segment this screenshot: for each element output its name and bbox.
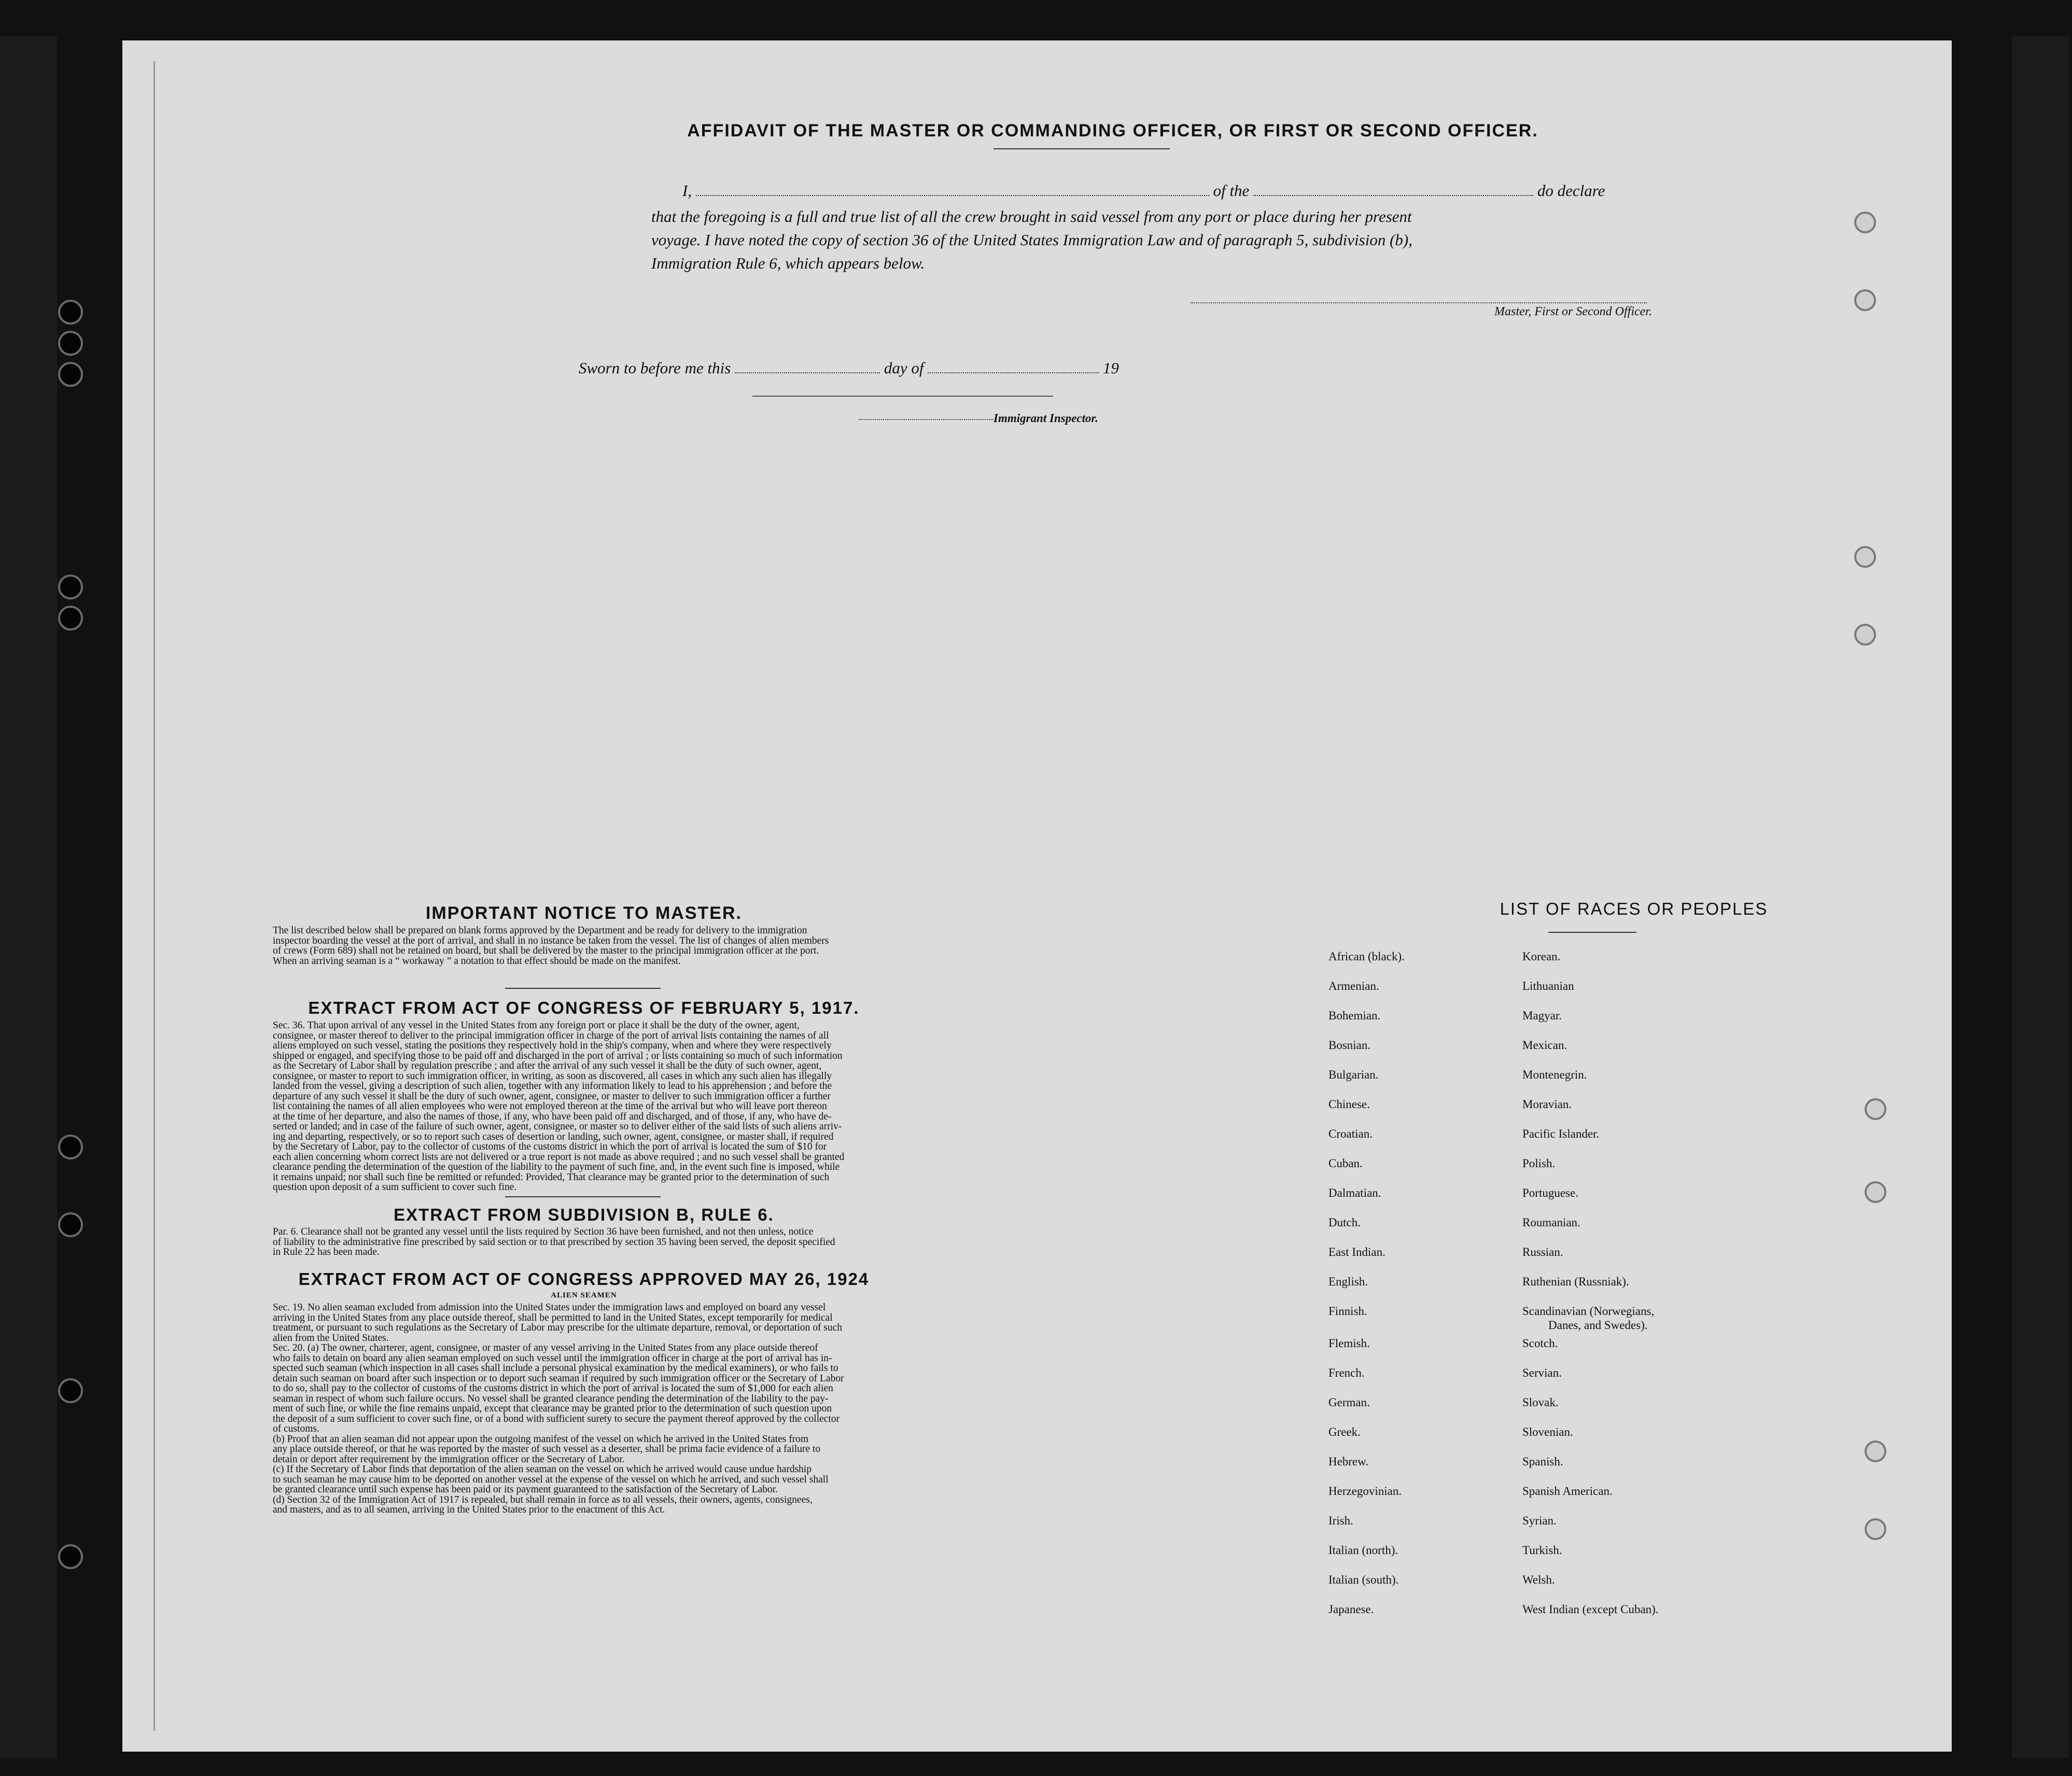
body-line: as the Secretary of Labor shall by regulation prescribe ; and after the arrival of any such vessel it shall be the duty of such owner, agent,: [273, 1060, 822, 1071]
inspector-label: Immigrant Inspector.: [993, 412, 1098, 425]
race-item: Armenian.: [1328, 980, 1379, 992]
binder-hole-icon: [58, 1544, 83, 1569]
punch-hole-icon: [1854, 289, 1876, 311]
body-line: arriving in the United States from any place outside thereof, shall be permitted to land in the United States, except temporarily for medical: [273, 1312, 833, 1323]
binder-hole-icon: [58, 1212, 83, 1237]
race-item: Italian (north).: [1328, 1544, 1398, 1557]
body-line: of customs.: [273, 1423, 319, 1434]
master-signature-field[interactable]: [1191, 302, 1647, 303]
body-line: seaman in respect of whom such failure occurs. No vessel shall be granted clearance pending the determination of the liability to the pay-: [273, 1393, 829, 1404]
vessel-label: of the: [1213, 181, 1250, 200]
race-item: Herzegovinian.: [1328, 1485, 1402, 1498]
race-item: Danes, and Swedes).: [1548, 1319, 1648, 1332]
race-item: Mexican.: [1522, 1039, 1567, 1052]
subdivision-body: [273, 1227, 942, 1257]
races-right-column: [1522, 950, 1792, 1632]
notice-line: When an arriving seaman is a “ workaway ” a notation to that effect should be made on the manifest.: [273, 955, 681, 967]
body-line: clearance pending the determination of the question of the liability to the payment of such fine, and, in the event such fine is imposed, while: [273, 1162, 840, 1172]
body-line: aliens employed on such vessel, stating the positions they respectively hold in the ship's company, when and where they were respectively: [273, 1040, 832, 1051]
punch-hole-icon: [1854, 546, 1876, 568]
binder-hole-icon: [58, 331, 83, 356]
body-line: ing and departing, respectively, or so to report such cases of desertion or landing, such owner, agent, consignee, or master shall, if required: [273, 1131, 834, 1142]
alien-seamen-subtitle: ALIEN SEAMEN: [551, 1291, 617, 1299]
race-item: Finnish.: [1328, 1305, 1367, 1318]
divider: [505, 988, 661, 989]
extract-1924-body: [273, 1303, 942, 1515]
body-line: treatment, or pursuant to such regulations as the Secretary of Labor may prescribe for the ultimate departure, removal, or deportation of such: [273, 1322, 843, 1333]
race-item: Scotch.: [1522, 1337, 1558, 1350]
binder-hole-icon: [58, 1135, 83, 1159]
body-line: by the Secretary of Labor, pay to the collector of customs of the customs district in which the port of arrival is located the sum of $10 for: [273, 1141, 827, 1152]
title-underline: [993, 148, 1170, 149]
extract-1924-title: EXTRACT FROM ACT OF CONGRESS APPROVED MAY 26, 1924: [298, 1269, 870, 1289]
race-item: Croatian.: [1328, 1127, 1373, 1140]
race-item: Welsh.: [1522, 1573, 1555, 1586]
declarant-label: I,: [682, 181, 692, 200]
body-line: Sec. 20. (a) The owner, charterer, agent, consignee, or master of any vessel arriving in the United States from any place outside thereof: [273, 1343, 818, 1353]
notice-line: inspector boarding the vessel at the port of arrival, and shall in no instance be taken from the vessel. The list of changes of alien members: [273, 935, 829, 946]
extract-1917-title: EXTRACT FROM ACT OF CONGRESS OF FEBRUARY 5, 1917.: [308, 998, 860, 1017]
year-label: 19: [1102, 359, 1119, 377]
divider: [505, 1196, 661, 1197]
race-item: Portuguese.: [1522, 1186, 1578, 1199]
binder-hole-icon: [58, 300, 83, 325]
body-line: to do so, shall pay to the collector of customs of the customs district in which the port of arrival is located the sum of $1,000 for each alien: [273, 1383, 833, 1394]
race-item: Ruthenian (Russniak).: [1522, 1275, 1629, 1288]
body-line: detain or deport after requirement by the immigration officer or the Secretary of Labor.: [273, 1453, 625, 1465]
day-of-label: day of: [884, 359, 924, 377]
body-line: (d) Section 32 of the Immigration Act of 1917 is repealed, but shall remain in force as to all vessels, their owners, agents, consignees,: [273, 1494, 813, 1505]
race-item: Chinese.: [1328, 1098, 1370, 1111]
body-line: (c) If the Secretary of Labor finds that deportation of the alien seaman on the vessel on which he arrived would cause undue hardship: [273, 1464, 812, 1475]
race-item: Japanese.: [1328, 1603, 1374, 1616]
sworn-line: [579, 359, 1253, 377]
body-line: to such seaman he may cause him to be deported on another vessel at the expense of the vessel on which he arrived, and such vessel shall: [273, 1474, 829, 1485]
punch-hole-icon: [1865, 1441, 1886, 1462]
race-item: Hebrew.: [1328, 1455, 1369, 1468]
punch-hole-icon: [1865, 1098, 1886, 1120]
affidavit-line-1: [682, 181, 1668, 200]
declare-label: do declare: [1537, 181, 1605, 200]
race-item: Spanish.: [1522, 1455, 1563, 1468]
sworn-label: Sworn to before me this: [579, 359, 731, 377]
body-line: and masters, and as to all seamen, arriving in the United States prior to the enactment of this Act.: [273, 1504, 665, 1515]
race-item: Irish.: [1328, 1514, 1353, 1527]
binder-hole-icon: [58, 1378, 83, 1403]
race-item: Dalmatian.: [1328, 1186, 1381, 1199]
race-item: German.: [1328, 1396, 1370, 1409]
body-line: who fails to detain on board any alien seaman employed on such vessel until the immigration officer in charge at the port of arrival has in-: [273, 1352, 832, 1364]
race-item: Russian.: [1522, 1246, 1563, 1258]
body-line: question upon deposit of a sum sufficient to cover such fine.: [273, 1182, 517, 1193]
races-left-column: [1328, 950, 1525, 1632]
body-line: Sec. 36. That upon arrival of any vessel in the United States from any foreign port or place it shall be the duty of the owner, agent,: [273, 1020, 800, 1031]
binder-hole-icon: [58, 362, 83, 387]
race-item: Pacific Islander.: [1522, 1127, 1600, 1140]
body-line: consignee, or master to report to such immigration officer, in writing, as soon as discovered, all cases in which any such alien has illegally: [273, 1070, 832, 1082]
race-item: Magyar.: [1522, 1009, 1562, 1022]
races-title: LIST OF RACES OR PEOPLES: [1500, 899, 1768, 918]
body-line: it remains unpaid; nor shall such fine be remitted or refunded: Provided, That clearance may be granted prior to the determination of such: [273, 1171, 830, 1183]
race-item: Syrian.: [1522, 1514, 1557, 1527]
body-line: detain such seaman on board after such inspection or to deport such seaman if required by such immigration officer or the Secretary of Labor: [273, 1373, 844, 1384]
document-page: [122, 40, 1952, 1752]
notice-body: [273, 926, 942, 966]
sworn-month-field[interactable]: [928, 361, 1099, 373]
right-binder-edge: [2012, 36, 2069, 1758]
body-line: be granted clearance until such expense has been paid or its payment guaranteed to the satisfaction of the Secretary of Labor.: [273, 1484, 778, 1495]
inspector-signature-field[interactable]: [752, 396, 1053, 397]
inspector-dotted-line: [859, 419, 993, 420]
race-item: Montenegrin.: [1522, 1068, 1587, 1081]
body-line: list containing the names of all alien employees who were not employed thereon at the time of the arrival but who will leave port thereon: [273, 1101, 827, 1112]
race-item: Turkish.: [1522, 1544, 1562, 1557]
vessel-name-field[interactable]: [1253, 184, 1533, 196]
body-line: ment of such fine, or while the fine remains unpaid, except that clearance may be granted prior to the determination of such question upon: [273, 1403, 832, 1414]
race-item: Polish.: [1522, 1157, 1556, 1170]
left-binder-edge: [0, 36, 57, 1758]
body-line: departure of any such vessel it shall be the duty of such owner, agent, consignee, or master to deliver to such immigration officer a further: [273, 1090, 831, 1102]
race-item: Italian (south).: [1328, 1573, 1399, 1586]
affidavit-line-3: voyage. I have noted the copy of section 36 of the United States Immigration Law and of paragraph 5, subdivision (b),: [651, 231, 1412, 249]
race-item: East Indian.: [1328, 1246, 1385, 1258]
race-item: Slovak.: [1522, 1396, 1559, 1409]
race-item: Bulgarian.: [1328, 1068, 1379, 1081]
body-line: Sec. 19. No alien seaman excluded from admission into the United States under the immigration laws and employed on board any vessel: [273, 1302, 826, 1313]
body-line: at the time of her departure, and also the names of those, if any, who have been paid off and discharged, and of those, if any, who have de-: [273, 1111, 832, 1122]
body-line: (b) Proof that an alien seaman did not appear upon the outgoing manifest of the vessel on which he arrived in the United States from: [273, 1433, 809, 1445]
race-item: Flemish.: [1328, 1337, 1370, 1350]
punch-hole-icon: [1865, 1181, 1886, 1203]
race-item: West Indian (except Cuban).: [1522, 1603, 1659, 1616]
punch-hole-icon: [1865, 1518, 1886, 1540]
body-line: each alien concerning whom correct lists are not delivered or a true report is not made as above required ; and no such vessel shall be granted: [273, 1151, 845, 1163]
race-item: Moravian.: [1522, 1098, 1572, 1111]
punch-hole-icon: [1854, 624, 1876, 646]
race-item: Korean.: [1522, 950, 1561, 963]
race-item: English.: [1328, 1275, 1368, 1288]
binder-hole-icon: [58, 575, 83, 599]
body-line: serted or landed; and in case of the failure of such owner, agent, consignee, or master so to deliver either of the said lists of such aliens arriv-: [273, 1121, 842, 1132]
race-item: Servian.: [1522, 1366, 1562, 1379]
body-line: shipped or engaged, and specifying those to be paid off and discharged in the port of arrival ; or lists containing so much of such information: [273, 1050, 843, 1061]
race-item: Greek.: [1328, 1425, 1361, 1438]
affidavit-line-4: Immigration Rule 6, which appears below.: [651, 254, 925, 272]
body-line: alien from the United States.: [273, 1332, 389, 1344]
race-item: Roumanian.: [1522, 1216, 1580, 1229]
race-item: Scandinavian (Norwegians,: [1522, 1305, 1655, 1318]
body-line: in Rule 22 has been made.: [273, 1247, 380, 1257]
affidavit-title: AFFIDAVIT OF THE MASTER OR COMMANDING OFFICER, OR FIRST OR SECOND OFFICER.: [687, 121, 1538, 141]
body-line: landed from the vessel, giving a description of such alien, together with any information likely to lead to his apprehension ; and before the: [273, 1081, 832, 1092]
race-item: Dutch.: [1328, 1216, 1361, 1229]
extract-1917-body: [273, 1020, 942, 1193]
body-line: spected such seaman (which inspection in all cases shall include a personal physical examination by the medical examiners), or who fails to: [273, 1363, 838, 1374]
race-item: African (black).: [1328, 950, 1405, 963]
master-signature-label: Master, First or Second Officer.: [1494, 305, 1652, 318]
race-item: Lithuanian: [1522, 980, 1574, 992]
subdivision-title: EXTRACT FROM SUBDIVISION B, RULE 6.: [394, 1205, 774, 1224]
race-item: Slovenian.: [1522, 1425, 1573, 1438]
body-line: any place outside thereof, or that he was reported by the master of such vessel as a deserter, shall be prima facie evidence of a failure to: [273, 1444, 821, 1455]
punch-hole-icon: [1854, 212, 1876, 233]
affidavit-line-2: that the foregoing is a full and true list of all the crew brought in said vessel from any port or place during her present: [651, 207, 1412, 226]
body-line: the deposit of a sum sufficient to cover such fine, or of a bond with sufficient surety to secure the payment thereof approved by the collector: [273, 1413, 840, 1424]
body-line: Par. 6. Clearance shall not be granted any vessel until the lists required by Section 36 have been furnished, and not then unless, notice: [273, 1226, 814, 1237]
declarant-name-field[interactable]: [696, 184, 1209, 196]
notice-title: IMPORTANT NOTICE TO MASTER.: [426, 903, 742, 923]
race-item: Bosnian.: [1328, 1039, 1371, 1052]
sworn-day-field[interactable]: [735, 361, 880, 373]
race-item: French.: [1328, 1366, 1365, 1379]
body-line: of liability to the administrative fine prescribed by said section or to that prescribed by section 35 having been served, the deposit specified: [273, 1236, 835, 1248]
binder-hole-icon: [58, 606, 83, 631]
race-item: Spanish American.: [1522, 1485, 1613, 1498]
race-item: Bohemian.: [1328, 1009, 1381, 1022]
body-line: consignee, or master thereof to deliver to the principal immigration officer in charge of the port of arrival lists containing the names of all: [273, 1030, 829, 1041]
notice-line: The list described below shall be prepared on blank forms approved by the Department and be ready for delivery to the immigration: [273, 925, 807, 936]
notice-line: of crews (Form 689) shall not be retained on board, but shall be delivered by the master to the principal immigration officer at the port.: [273, 945, 819, 956]
divider: [1548, 932, 1636, 933]
race-item: Cuban.: [1328, 1157, 1363, 1170]
